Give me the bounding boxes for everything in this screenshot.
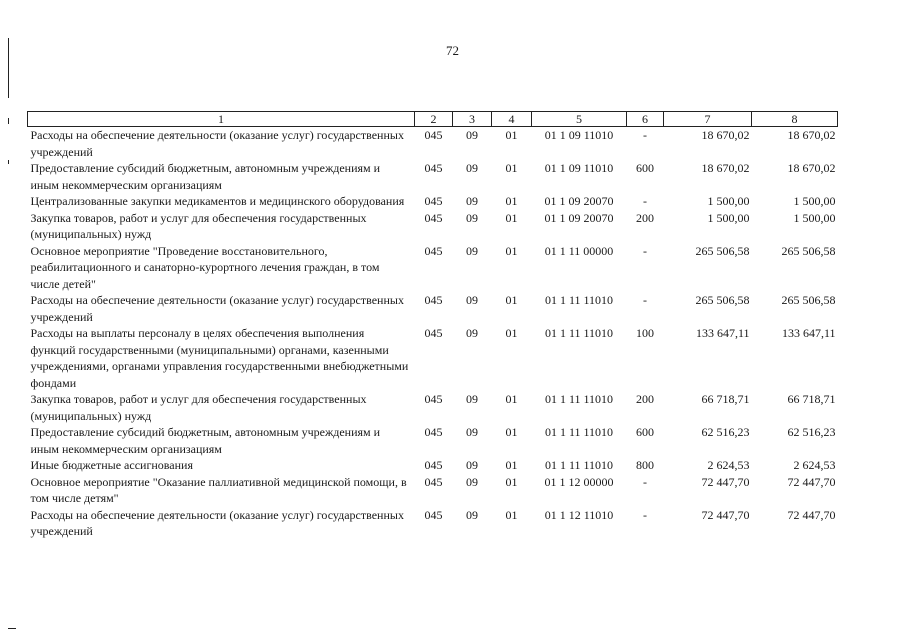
- expense-name: Централизованные закупки медикаментов и медицинского оборудования: [30, 194, 405, 208]
- ministry-code: 045: [424, 392, 443, 406]
- subsection-code: 01: [505, 194, 518, 208]
- amount-col7: 1 500,00: [707, 194, 750, 208]
- table-header-row: [28, 112, 838, 127]
- ministry-code: 045: [424, 425, 443, 439]
- amount-col7: 265 506,58: [695, 293, 750, 307]
- page-number: 72: [446, 43, 459, 58]
- amount-col8: 1 500,00: [793, 194, 836, 208]
- expense-name: Расходы на обеспечение деятельности (оказание услуг) государственных учреждений: [30, 128, 404, 159]
- amount-col7: 66 718,71: [701, 392, 750, 406]
- section-code: 09: [466, 293, 478, 307]
- amount-col8: 265 506,58: [781, 293, 836, 307]
- amount-col7: 2 624,53: [707, 458, 750, 472]
- ministry-code: 045: [424, 507, 443, 522]
- amount-col8: 18 670,02: [787, 128, 836, 142]
- target-code: 01 1 09 11010: [544, 128, 614, 142]
- section-code: 09: [466, 458, 478, 472]
- expense-type-code: 600: [636, 425, 654, 439]
- ministry-code: 045: [424, 458, 443, 472]
- amount-col8: 72 447,70: [787, 507, 836, 522]
- amount-col7: 18 670,02: [701, 161, 750, 175]
- table-row: [28, 457, 838, 474]
- amount-col7: 62 516,23: [701, 425, 750, 439]
- table-row: [28, 474, 838, 507]
- amount-col8: 62 516,23: [787, 425, 836, 439]
- target-code: 01 1 11 00000: [544, 243, 614, 258]
- header-cell: 2: [415, 112, 453, 127]
- section-code: 09: [466, 425, 478, 439]
- table-row: [28, 160, 838, 193]
- subsection-code: 01: [505, 458, 518, 472]
- expense-type-code: -: [643, 128, 647, 142]
- expense-name: Расходы на обеспечение деятельности (оказание услуг) государственных учреждений: [30, 507, 404, 538]
- header-cell: 1: [28, 112, 415, 127]
- amount-col8: 1 500,00: [793, 210, 836, 225]
- target-code: 01 1 09 20070: [544, 210, 614, 225]
- target-code: 01 1 09 11010: [544, 161, 614, 175]
- subsection-code: 01: [505, 326, 518, 340]
- expense-name: Закупка товаров, работ и услуг для обеспечения государственных (муниципальных) нужд: [30, 210, 367, 241]
- expense-type-code: -: [643, 194, 647, 208]
- ministry-code: 045: [424, 326, 443, 340]
- subsection-code: 01: [505, 128, 518, 142]
- amount-col7: 265 506,58: [695, 243, 750, 258]
- header-cell: 5: [532, 112, 627, 127]
- target-code: 01 1 11 11010: [544, 326, 614, 340]
- amount-col7: 72 447,70: [701, 507, 750, 522]
- expense-type-code: 200: [636, 210, 654, 225]
- subsection-code: 01: [505, 507, 518, 522]
- table-row: [28, 391, 838, 424]
- section-code: 09: [466, 326, 478, 340]
- table-row: [28, 243, 838, 293]
- expense-name: Иные бюджетные ассигнования: [30, 458, 193, 472]
- target-code: 01 1 12 00000: [544, 474, 614, 489]
- amount-col8: 265 506,58: [781, 243, 836, 258]
- amount-col7: 133 647,11: [695, 326, 750, 340]
- table-row: [28, 127, 838, 161]
- expense-type-code: -: [643, 243, 647, 258]
- expense-type-code: 600: [636, 161, 654, 175]
- section-code: 09: [466, 243, 478, 258]
- table-row: [28, 292, 838, 325]
- subsection-code: 01: [505, 243, 518, 258]
- table-row: [28, 210, 838, 243]
- section-code: 09: [466, 507, 478, 522]
- ministry-code: 045: [424, 293, 443, 307]
- header-cell: 8: [752, 112, 838, 127]
- target-code: 01 1 11 11010: [544, 392, 614, 406]
- expense-name: Предоставление субсидий бюджетным, автономным учреждениям и иным некоммерческим организациям: [30, 425, 381, 456]
- target-code: 01 1 11 11010: [544, 425, 614, 439]
- section-code: 09: [466, 161, 478, 175]
- subsection-code: 01: [505, 474, 518, 489]
- target-code: 01 1 09 20070: [544, 194, 614, 208]
- ministry-code: 045: [424, 243, 443, 258]
- amount-col8: 18 670,02: [787, 161, 836, 175]
- expense-type-code: -: [643, 474, 647, 489]
- expense-name: Предоставление субсидий бюджетным, автономным учреждениям и иным некоммерческим организациям: [30, 161, 381, 192]
- scan-edge-mark: [8, 628, 16, 629]
- ministry-code: 045: [424, 210, 443, 225]
- amount-col7: 72 447,70: [701, 474, 750, 489]
- amount-col8: 66 718,71: [787, 392, 836, 406]
- expense-type-code: 800: [636, 458, 654, 472]
- section-code: 09: [466, 210, 478, 225]
- table-row: [28, 325, 838, 391]
- expense-name: Закупка товаров, работ и услуг для обеспечения государственных (муниципальных) нужд: [30, 392, 367, 423]
- target-code: 01 1 11 11010: [544, 293, 614, 307]
- header-cell: 4: [492, 112, 532, 127]
- ministry-code: 045: [424, 161, 443, 175]
- target-code: 01 1 12 11010: [544, 507, 614, 522]
- ministry-code: 045: [424, 128, 443, 142]
- target-code: 01 1 11 11010: [544, 458, 614, 472]
- section-code: 09: [466, 474, 478, 489]
- ministry-code: 045: [424, 194, 443, 208]
- expense-name: Основное мероприятие "Проведение восстановительного, реабилитационного и санаторно-курортного лечения граждан, в том числе детей": [30, 243, 380, 291]
- section-code: 09: [466, 392, 478, 406]
- amount-col8: 2 624,53: [793, 458, 836, 472]
- expense-name: Расходы на обеспечение деятельности (оказание услуг) государственных учреждений: [30, 293, 404, 324]
- expense-type-code: -: [643, 293, 647, 307]
- subsection-code: 01: [505, 425, 518, 439]
- amount-col7: 18 670,02: [701, 128, 750, 142]
- header-cell: 7: [664, 112, 752, 127]
- subsection-code: 01: [505, 392, 518, 406]
- section-code: 09: [466, 128, 478, 142]
- header-cell: 6: [627, 112, 664, 127]
- expense-type-code: -: [643, 507, 647, 522]
- budget-table: [27, 111, 838, 540]
- scan-edge-mark: [8, 160, 9, 164]
- table-row: [28, 424, 838, 457]
- amount-col8: 72 447,70: [787, 474, 836, 489]
- table-row: [28, 193, 838, 210]
- section-code: 09: [466, 194, 478, 208]
- table-row: [28, 507, 838, 540]
- header-cell: 3: [453, 112, 492, 127]
- expense-type-code: 100: [636, 326, 654, 340]
- ministry-code: 045: [424, 474, 443, 489]
- subsection-code: 01: [505, 161, 518, 175]
- amount-col8: 133 647,11: [781, 326, 836, 340]
- subsection-code: 01: [505, 210, 518, 225]
- expense-name: Расходы на выплаты персоналу в целях обеспечения выполнения функций государственными (муниципальными) органами, казенными учреждениями, органами управления государственными внебюджетными фондами: [30, 326, 409, 390]
- amount-col7: 1 500,00: [707, 210, 750, 225]
- expense-type-code: 200: [636, 392, 654, 406]
- expense-name: Основное мероприятие "Оказание паллиативной медицинской помощи, в том числе детям": [30, 474, 407, 505]
- scan-edge-mark: [8, 118, 9, 124]
- subsection-code: 01: [505, 293, 518, 307]
